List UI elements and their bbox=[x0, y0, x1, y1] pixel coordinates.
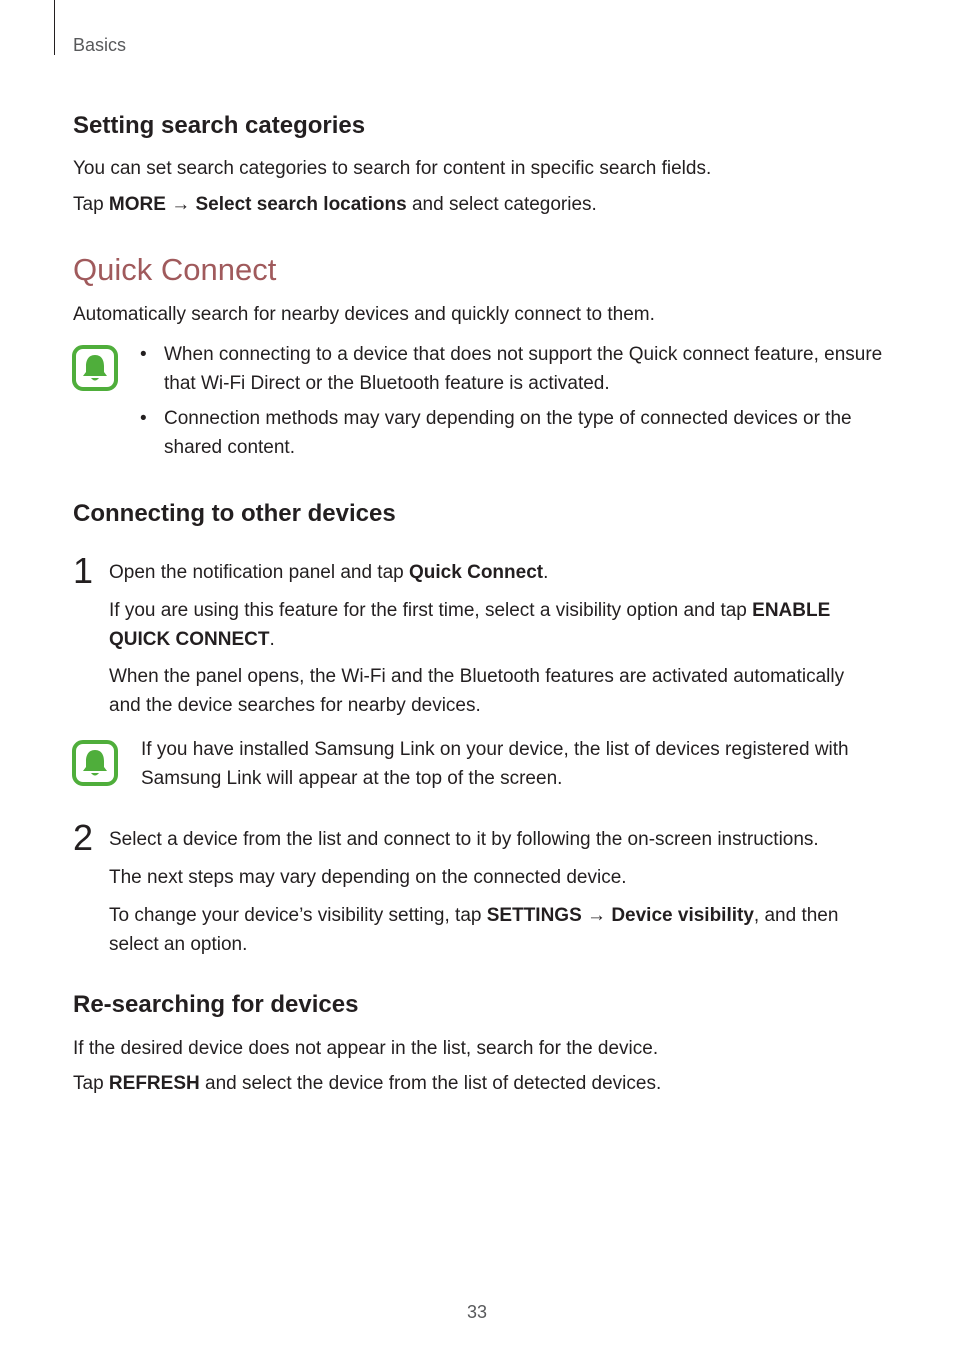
section-heading-connecting: Connecting to other devices bbox=[73, 500, 396, 527]
section-heading-researching: Re-searching for devices bbox=[73, 991, 359, 1018]
note-text: Connection methods may vary depending on the type of connected devices or the shared content. bbox=[164, 408, 852, 458]
page-number: 33 bbox=[466, 1302, 488, 1322]
step-2-text: Select a device from the list and connect to it by following the on-screen instructions. bbox=[109, 829, 819, 850]
step-1-detail-2: When the panel opens, the Wi-Fi and the Bluetooth features are activated automatically and the device searches for nearby devices. bbox=[109, 666, 845, 716]
section-heading-search-categories: Setting search categories bbox=[73, 112, 366, 139]
step-number: 2 bbox=[73, 817, 94, 858]
researching-instruction: Tap REFRESH and select the device from the list of detected devices. bbox=[73, 1073, 662, 1094]
step-1-text: Open the notification panel and tap Quick Connect. bbox=[109, 562, 549, 583]
search-categories-instruction: Tap MORE → Select search locations and select categories. bbox=[73, 194, 597, 215]
note-item bbox=[140, 404, 890, 462]
note-item bbox=[140, 340, 890, 398]
step-number: 1 bbox=[73, 550, 94, 591]
note-text: If you have installed Samsung Link on your device, the list of devices registered with Samsung Link will appear at the top of the screen. bbox=[141, 739, 849, 789]
running-header: Basics bbox=[73, 35, 127, 55]
note-text: When connecting to a device that does not support the Quick connect feature, ensure that Wi-Fi Direct or the Bluetooth feature is activated. bbox=[164, 344, 883, 394]
page-title: Quick Connect bbox=[73, 252, 277, 287]
margin-rule bbox=[54, 0, 55, 55]
step-2-detail: The next steps may vary depending on the connected device. bbox=[109, 867, 627, 888]
search-categories-text: You can set search categories to search for content in specific search fields. bbox=[73, 158, 712, 179]
bell-icon bbox=[72, 740, 118, 791]
step-2-detail-2: To change your device’s visibility setting, tap SETTINGS → Device visibility, and then select an option. bbox=[109, 905, 839, 955]
researching-text: If the desired device does not appear in the list, search for the device. bbox=[73, 1038, 659, 1059]
bell-icon bbox=[72, 345, 118, 396]
step-1-detail: If you are using this feature for the first time, select a visibility option and tap ENABLE QUICK CONNECT. bbox=[109, 600, 831, 650]
quick-connect-intro: Automatically search for nearby devices and quickly connect to them. bbox=[73, 304, 655, 325]
bullet: • bbox=[140, 344, 147, 365]
bullet: • bbox=[140, 408, 147, 429]
